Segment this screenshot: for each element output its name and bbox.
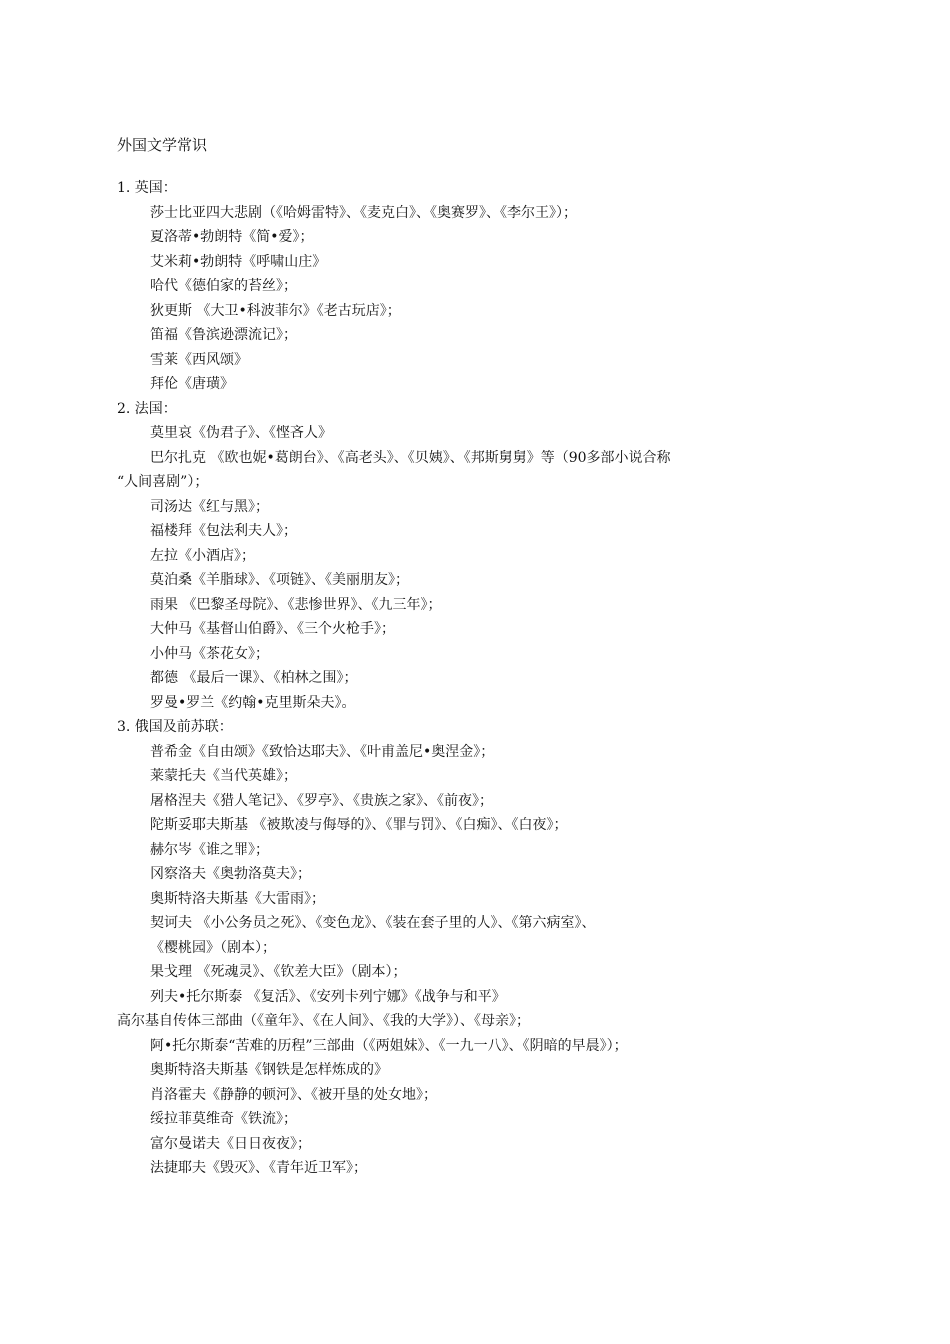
text-line: 法捷耶夫《毁灭》、《青年近卫军》；: [150, 1160, 367, 1176]
text-line: “人间喜剧”）；: [117, 474, 209, 490]
text-line: 屠格涅夫《猎人笔记》、《罗亭》、《贵族之家》、《前夜》；: [150, 792, 493, 809]
text-line: 雨果 《巴黎圣母院》、《悲惨世界》、《九三年》；: [150, 596, 442, 613]
text-line: 阿•托尔斯泰“苦难的历程”三部曲（《两姐妹》、《一九一八》、《阴暗的早晨》）；: [150, 1037, 628, 1054]
text-line: 艾米莉•勃朗特《呼啸山庄》: [150, 253, 327, 270]
text-line: 左拉《小酒店》；: [150, 547, 255, 564]
text-line: 莫泊桑《羊脂球》、《项链》、《美丽朋友》；: [150, 572, 409, 588]
text-line: 福楼拜《包法利夫人》；: [150, 523, 297, 539]
text-line: 肖洛霍夫《静静的顿河》、《被开垦的处女地》；: [150, 1086, 437, 1103]
text-line: 拜伦《唐璜》: [150, 376, 234, 392]
text-line: 高尔基自传体三部曲（《童年》、《在人间》、《我的大学》）、《母亲》；: [117, 1013, 530, 1029]
text-line: 绥拉菲莫维奇《铁流》；: [150, 1111, 297, 1127]
text-line: 雪莱《西风颂》: [150, 351, 248, 368]
text-line: 普希金《自由颂》《致恰达耶夫》、《叶甫盖尼•奥涅金》；: [150, 743, 495, 760]
text-line: 巴尔扎克 《欧也妮•葛朗台》、《高老头》、《贝姨》、《邦斯舅舅》等（90多部小说合称: [150, 449, 671, 466]
text-line: 冈察洛夫《奥勃洛莫夫》；: [150, 866, 311, 882]
text-line: 都德 《最后一课》、《柏林之围》；: [150, 670, 358, 686]
text-line: 大仲马《基督山伯爵》、《三个火枪手》；: [150, 621, 395, 637]
text-line: 富尔曼诺夫《日日夜夜》；: [150, 1135, 311, 1152]
text-line: 《樱桃园》（剧本）；: [150, 939, 276, 956]
text-line: 狄更斯 《大卫•科波菲尔》《老古玩店》；: [150, 302, 401, 319]
text-line: 2. 法国：: [117, 400, 177, 417]
text-line: 哈代《德伯家的苔丝》；: [150, 278, 297, 294]
text-line: 莫里哀《伪君子》、《悭吝人》: [150, 425, 332, 441]
text-line: 小仲马《茶花女》；: [150, 645, 269, 662]
text-line: 果戈理 《死魂灵》、《钦差大臣》（剧本）；: [150, 964, 407, 980]
text-line: 1. 英国：: [117, 180, 177, 196]
text-line: 笛福《鲁滨逊漂流记》；: [150, 327, 297, 343]
text-line: 赫尔岑《谁之罪》；: [150, 841, 269, 858]
text-line: 夏洛蒂•勃朗特《简•爱》；: [150, 229, 314, 245]
text-line: 奥斯特洛夫斯基《钢铁是怎样炼成的》: [150, 1062, 388, 1078]
text-line: 莎士比亚四大悲剧（《哈姆雷特》、《麦克白》、《奥赛罗》、《李尔王》）；: [150, 204, 577, 221]
text-line: 列夫•托尔斯泰 《复活》、《安列卡列宁娜》《战争与和平》: [150, 988, 506, 1005]
text-line: 3. 俄国及前苏联：: [117, 719, 233, 735]
text-line: 陀斯妥耶夫斯基 《被欺凌与侮辱的》、《罪与罚》、《白痴》、《白夜》；: [150, 817, 568, 833]
text-line: 罗曼•罗兰《约翰•克里斯朵夫》。: [150, 694, 356, 711]
text-line: 司汤达《红与黑》；: [150, 498, 269, 515]
text-line: 莱蒙托夫《当代英雄》；: [150, 768, 297, 784]
text-line: 契诃夫 《小公务员之死》、《变色龙》、《装在套子里的人》、《第六病室》、: [150, 915, 596, 931]
text-line: 奥斯特洛夫斯基《大雷雨》；: [150, 890, 325, 907]
document-body: [117, 176, 827, 1181]
document-title: 外国文学常识: [117, 136, 208, 154]
